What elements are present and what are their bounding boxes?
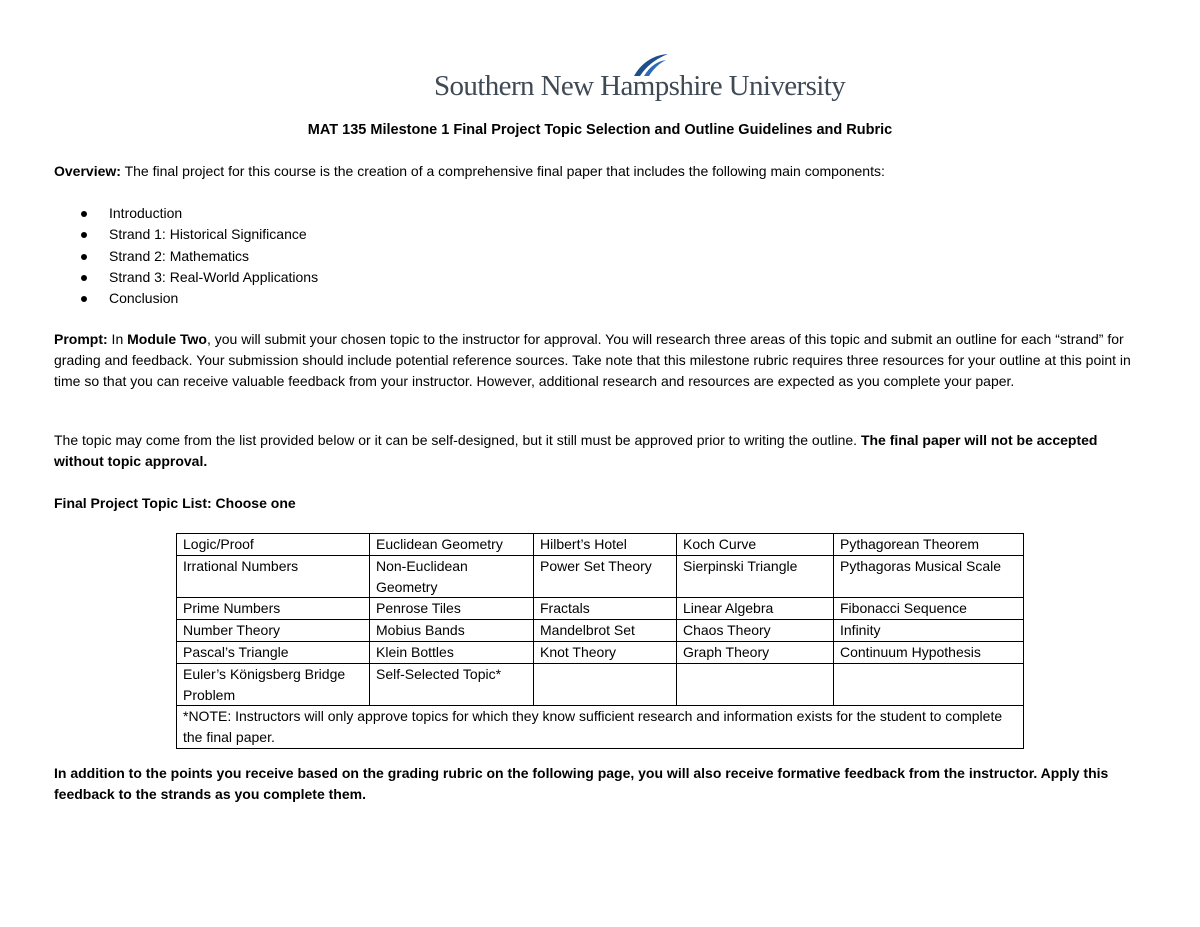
list-item-label: Strand 2: Mathematics [109, 247, 250, 264]
table-cell: Fractals [534, 598, 677, 620]
prompt-text-b: , you will submit your chosen topic to the instructor for approval. You will research three areas of this topic and submit an outline for each “strand” for grading and feedback. Your submission should include potential reference sources. Take note that this milestone rubric requires three resources for your outline at this point in time so that you can receive valuable feedback from your instructor. However, additional research and resources are expected as you complete your paper. [54, 331, 1131, 389]
table-cell: Non-Euclidean Geometry [370, 555, 534, 598]
table-cell: Mobius Bands [370, 620, 534, 642]
table-row [177, 598, 1024, 620]
table-cell: Koch Curve [677, 534, 834, 556]
table-cell: Pythagorean Theorem [834, 534, 1024, 556]
document-title: MAT 135 Milestone 1 Final Project Topic Selection and Outline Guidelines and Rubric [307, 122, 893, 138]
logo-text: Southern New Hampshire University [434, 70, 846, 102]
table-cell: Pascal’s Triangle [177, 641, 370, 663]
table-cell: Infinity [834, 620, 1024, 642]
topic-source-bold: The final paper will not be accepted without topic approval. [54, 432, 1098, 469]
table-cell: Sierpinski Triangle [677, 555, 834, 598]
table-cell: Prime Numbers [177, 598, 370, 620]
prompt-module: Module Two [127, 331, 207, 347]
table-cell: Linear Algebra [677, 598, 834, 620]
bullet-icon [81, 211, 87, 217]
table-cell: Hilbert’s Hotel [534, 534, 677, 556]
table-row [177, 641, 1024, 663]
table-row [177, 620, 1024, 642]
table-cell: Euclidean Geometry [370, 534, 534, 556]
table-row [177, 534, 1024, 556]
table-cell: Irrational Numbers [177, 555, 370, 598]
bullet-icon [81, 232, 87, 238]
university-logo [434, 52, 846, 104]
components-list [54, 203, 318, 309]
overview-paragraph [54, 161, 1154, 182]
table-cell: Mandelbrot Set [534, 620, 677, 642]
table-cell: Pythagoras Musical Scale [834, 555, 1024, 598]
topic-table [176, 533, 1024, 749]
table-cell [534, 663, 677, 706]
bullet-icon [81, 296, 87, 302]
bullet-icon [81, 254, 87, 260]
table-cell: Number Theory [177, 620, 370, 642]
prompt-label: Prompt: [54, 331, 108, 347]
overview-label: Overview: [54, 163, 121, 179]
closing-paragraph: In addition to the points you receive based on the grading rubric on the following page, you will also receive formative feedback from the instructor. Apply this feedback to the strands as you complete them. [54, 765, 1109, 802]
prompt-paragraph [54, 329, 1149, 392]
table-row [177, 663, 1024, 706]
table-cell: Fibonacci Sequence [834, 598, 1024, 620]
list-item [54, 203, 318, 224]
list-item-label: Conclusion [109, 290, 179, 307]
list-item-label: Introduction [109, 205, 183, 221]
table-cell: Logic/Proof [177, 534, 370, 556]
table-row [177, 706, 1024, 749]
list-item [54, 246, 318, 267]
table-note: *NOTE: Instructors will only approve topics for which they know sufficient research and information exists for the student to complete the final paper. [177, 706, 1024, 749]
list-item [54, 224, 318, 245]
table-cell [834, 663, 1024, 706]
list-item [54, 267, 318, 288]
table-cell: Chaos Theory [677, 620, 834, 642]
table-cell: Penrose Tiles [370, 598, 534, 620]
table-cell [677, 663, 834, 706]
list-item-label: Strand 1: Historical Significance [109, 226, 307, 243]
topic-source-text: The topic may come from the list provided below or it can be self-designed, but it still must be approved prior to writing the outline. [54, 432, 861, 448]
table-cell: Continuum Hypothesis [834, 641, 1024, 663]
table-cell: Klein Bottles [370, 641, 534, 663]
list-item [54, 288, 318, 309]
prompt-text-a: In [107, 331, 128, 347]
topic-source-paragraph [54, 430, 1149, 472]
table-cell: Self-Selected Topic* [370, 663, 534, 706]
table-cell: Graph Theory [677, 641, 834, 663]
overview-text: The final project for this course is the creation of a comprehensive final paper that includes the following main components: [120, 163, 885, 179]
topic-list-heading: Final Project Topic List: Choose one [54, 495, 296, 511]
table-row [177, 555, 1024, 598]
table-cell: Knot Theory [534, 641, 677, 663]
bullet-icon [81, 275, 87, 281]
table-cell: Power Set Theory [534, 555, 677, 598]
list-item-label: Strand 3: Real-World Applications [109, 268, 319, 285]
table-cell: Euler’s Königsberg Bridge Problem [177, 663, 370, 706]
